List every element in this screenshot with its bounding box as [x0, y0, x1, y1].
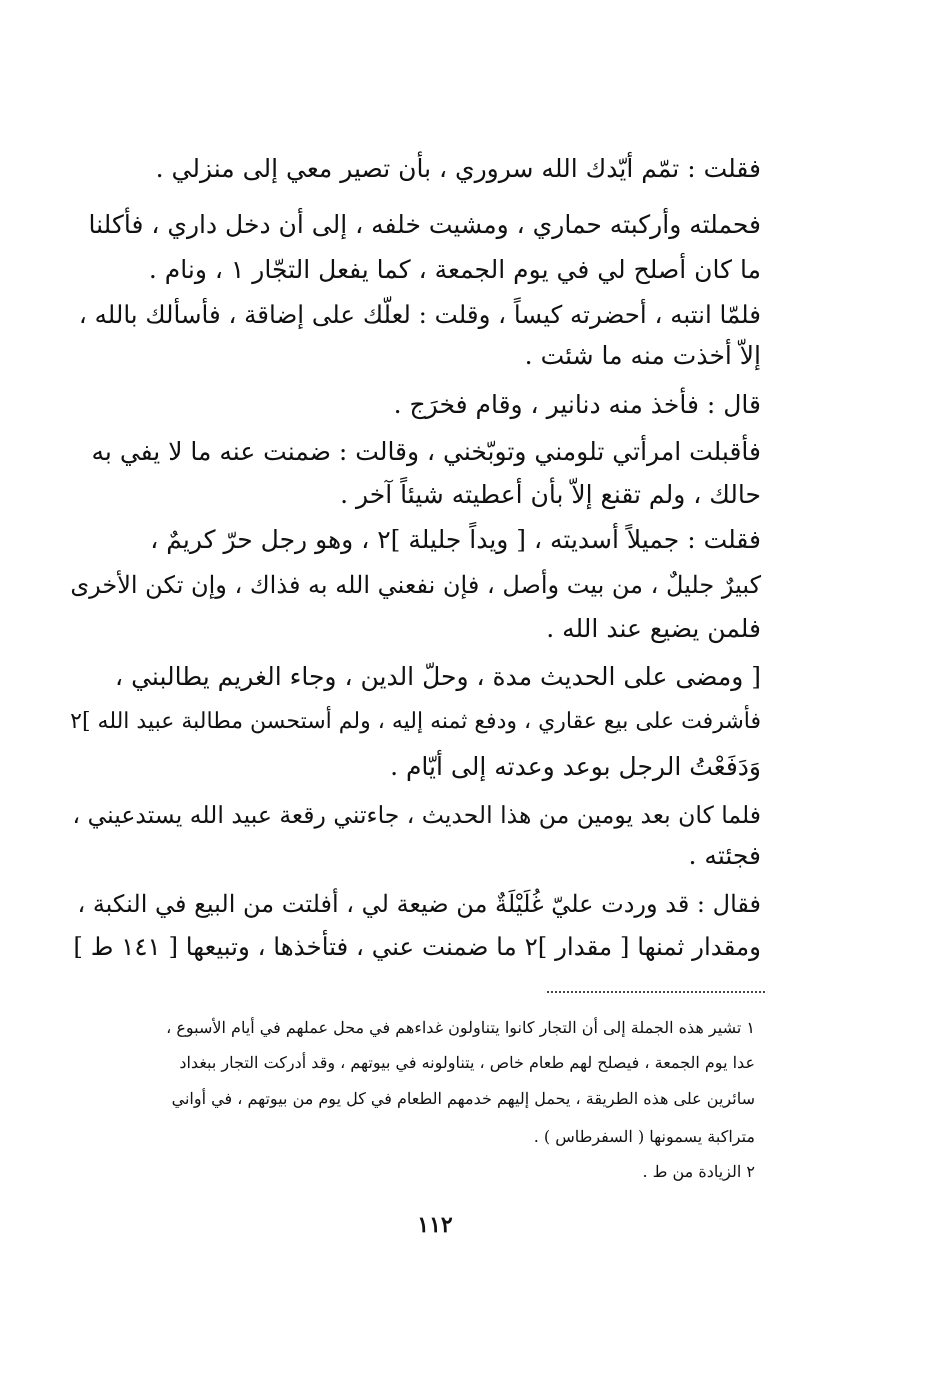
footnote-line: ٢ الزيادة من ط . [642, 1162, 755, 1181]
body-line: فلمّا انتبه ، أحضرته كيساً ، وقلت : لعلّك على إضاقة ، فأسألك بالله ، [78, 300, 761, 329]
body-line: فجئته . [688, 841, 761, 870]
body-line: فقلت : تمّم أيّدك الله سروري ، بأن تصير معي إلى منزلي . [155, 154, 761, 183]
body-line: فلمن يضيع عند الله . [546, 614, 761, 643]
body-line: فحملته وأركبته حماري ، ومشيت خلفه ، إلى أن دخل داري ، فأكلنا [88, 210, 761, 239]
body-line: فلما كان بعد يومين من هذا الحديث ، جاءتني رقعة عبيد الله يستدعيني ، [72, 801, 761, 829]
body-line: قال : فأخذ منه دنانير ، وقام فخرَج . [393, 390, 761, 419]
body-line: وَدَفَعْتُ الرجل بوعد وعدته إلى أيّام . [390, 752, 761, 781]
body-line: إلاّ أخذت منه ما شئت . [524, 341, 761, 370]
footnote-separator [547, 991, 765, 993]
page-number: ١١٢ [417, 1212, 453, 1238]
body-line: فقلت : جميلاً أسديته ، [ ويداً جليلة ]٢ ، وهو رجل حرّ كريمٌ ، [150, 525, 761, 554]
body-line: حالك ، ولم تقنع إلاّ بأن أعطيته شيئاً آخر . [340, 480, 761, 509]
footnote-line: عدا يوم الجمعة ، فيصلح لهم طعام خاص ، يتناولونه في بيوتهم ، وقد أدركت التجار ببغداد [179, 1053, 755, 1072]
body-line: ومقدار ثمنها [ مقدار ]٢ ما ضمنت عني ، فتأخذها ، وتبيعها [ ١٤١ ط ] [73, 932, 761, 961]
body-line: ما كان أصلح لي في يوم الجمعة ، كما يفعل التجّار ١ ، ونام . [148, 255, 761, 284]
body-line: كبيرٌ جليلٌ ، من بيت وأصل ، فإن نفعني الله به فذاك ، وإن تكن الأخرى [70, 571, 761, 599]
footnote-line: سائرين على هذه الطريقة ، يحمل إليهم خدمهم الطعام في كل يوم من بيوتهم ، في أواني [171, 1089, 755, 1108]
footnote-line: متراكبة يسمونها ( السفرطاس ) . [533, 1127, 755, 1146]
body-line: [ ومضى على الحديث مدة ، وحلّ الدين ، وجاء الغريم يطالبني ، [115, 662, 761, 691]
body-line: فأقبلت امرأتي تلومني وتوبّخني ، وقالت : ضمنت عنه ما لا يفي به [91, 437, 761, 466]
body-line: فقال : قد وردت عليّ غُلَيْلَةٌ من ضيعة لي ، أفلتت من البيع في النكبة ، [77, 890, 761, 918]
body-line: فأشرفت على بيع عقاري ، ودفع ثمنه إليه ، ولم أستحسن مطالبة عبيد الله ]٢ [70, 709, 761, 734]
footnote-line: ١ تشير هذه الجملة إلى أن التجار كانوا يتناولون غداءهم في محل عملهم في أيام الأسبوع ، [166, 1018, 755, 1037]
